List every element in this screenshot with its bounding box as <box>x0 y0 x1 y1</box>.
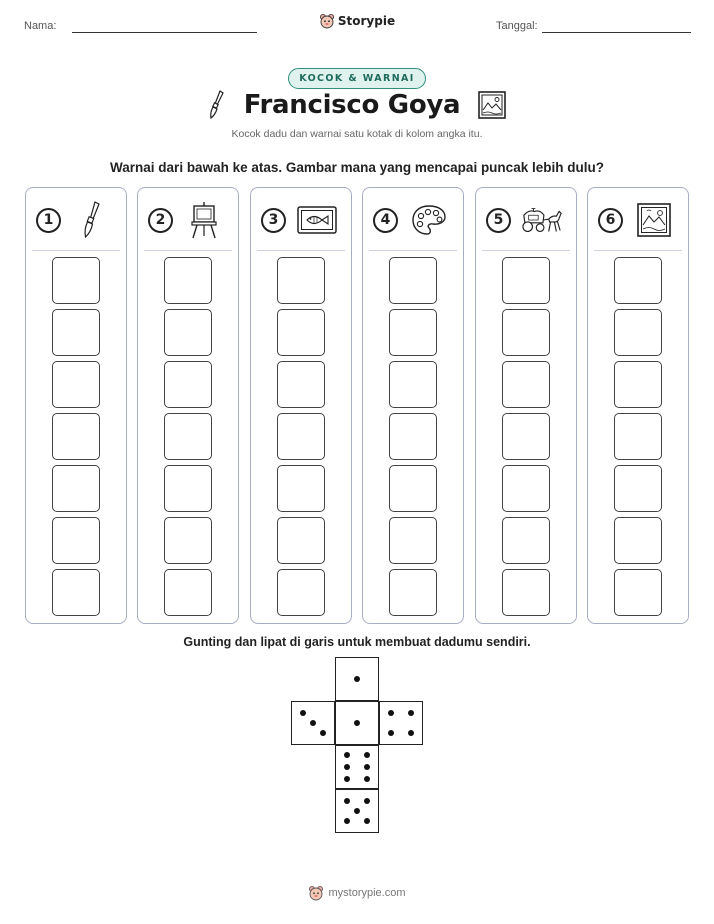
die-face-3 <box>291 701 335 745</box>
column-5 <box>475 187 577 624</box>
date-label: Tanggal: <box>496 20 538 32</box>
die-pip <box>344 764 350 770</box>
die-pip <box>364 818 370 824</box>
color-box[interactable] <box>277 309 325 356</box>
die-pip <box>408 730 414 736</box>
die-pip <box>300 710 306 716</box>
column-3 <box>250 187 352 624</box>
color-box[interactable] <box>164 517 212 564</box>
column-number: 3 <box>261 208 286 233</box>
die-pip <box>354 676 360 682</box>
color-box[interactable] <box>52 517 100 564</box>
name-label: Nama: <box>24 20 57 32</box>
color-box[interactable] <box>164 465 212 512</box>
color-box[interactable] <box>502 257 550 304</box>
die-pip <box>310 720 316 726</box>
die-pip <box>344 752 350 758</box>
column-number: 2 <box>148 208 173 233</box>
brand-name: Storypie <box>337 14 396 28</box>
palette-icon <box>411 204 447 236</box>
instruction-text: Warnai dari bawah ke atas. Gambar mana yang mencapai puncak lebih dulu? <box>110 160 604 175</box>
color-box[interactable] <box>164 569 212 616</box>
color-box[interactable] <box>502 569 550 616</box>
column-number: 5 <box>486 208 511 233</box>
die-pip <box>320 730 326 736</box>
color-box[interactable] <box>389 413 437 460</box>
color-box[interactable] <box>52 361 100 408</box>
subtitle: Kocok dadu dan warnai satu kotak di kolom angka itu. <box>231 128 483 140</box>
color-box[interactable] <box>52 465 100 512</box>
color-box[interactable] <box>614 517 662 564</box>
footer <box>0 885 714 905</box>
color-box[interactable] <box>164 257 212 304</box>
cut-instruction: Gunting dan lipat di garis untuk membuat dadumu sendiri. <box>183 635 531 649</box>
color-box[interactable] <box>614 465 662 512</box>
column-1 <box>25 187 127 624</box>
column-number: 6 <box>598 208 623 233</box>
color-box[interactable] <box>614 361 662 408</box>
brand-logo <box>0 13 714 33</box>
die-face-4 <box>379 701 423 745</box>
storypie-mascot-icon <box>308 885 324 901</box>
color-box[interactable] <box>164 309 212 356</box>
color-box[interactable] <box>389 517 437 564</box>
column-4 <box>362 187 464 624</box>
color-box[interactable] <box>164 413 212 460</box>
die-pip <box>354 720 360 726</box>
color-box[interactable] <box>614 413 662 460</box>
die-pip <box>344 776 350 782</box>
die-pip <box>354 808 360 814</box>
color-box[interactable] <box>277 517 325 564</box>
color-box[interactable] <box>52 569 100 616</box>
color-box[interactable] <box>52 413 100 460</box>
color-box[interactable] <box>52 309 100 356</box>
die-pip <box>408 710 414 716</box>
die-pip <box>364 798 370 804</box>
color-box[interactable] <box>389 309 437 356</box>
paintbrush-icon <box>82 201 102 239</box>
color-box[interactable] <box>389 465 437 512</box>
column-6 <box>587 187 689 624</box>
die-pip <box>364 776 370 782</box>
date-line[interactable] <box>542 32 691 33</box>
color-box[interactable] <box>52 257 100 304</box>
color-box[interactable] <box>389 361 437 408</box>
activity-badge: KOCOK & WARNAI <box>288 68 425 89</box>
horse-carriage-icon <box>521 205 563 235</box>
die-pip <box>344 798 350 804</box>
die-face-1 <box>335 701 379 745</box>
die-face-5 <box>335 789 379 833</box>
color-box[interactable] <box>277 413 325 460</box>
column-2 <box>137 187 239 624</box>
color-box[interactable] <box>164 361 212 408</box>
color-box[interactable] <box>614 309 662 356</box>
color-box[interactable] <box>277 361 325 408</box>
die-pip <box>344 818 350 824</box>
storypie-mascot-icon <box>319 13 335 29</box>
framed-landscape-icon <box>478 91 506 119</box>
die-pip <box>388 730 394 736</box>
die-pip <box>388 710 394 716</box>
color-box[interactable] <box>614 569 662 616</box>
color-box[interactable] <box>614 257 662 304</box>
color-box[interactable] <box>502 309 550 356</box>
color-columns <box>25 187 689 624</box>
framed-landscape-icon <box>637 203 671 237</box>
die-face-6 <box>335 745 379 789</box>
color-box[interactable] <box>389 257 437 304</box>
color-box[interactable] <box>502 465 550 512</box>
color-box[interactable] <box>277 569 325 616</box>
color-box[interactable] <box>277 465 325 512</box>
framed-fish-painting-icon <box>297 206 337 234</box>
footer-url[interactable]: mystorypie.com <box>328 887 406 899</box>
die-pip <box>364 764 370 770</box>
die-face-1 <box>335 657 379 701</box>
color-box[interactable] <box>502 413 550 460</box>
die-pip <box>364 752 370 758</box>
color-box[interactable] <box>277 257 325 304</box>
page-title: Francisco Goya <box>243 90 461 120</box>
color-box[interactable] <box>502 517 550 564</box>
paintbrush-icon <box>208 90 226 120</box>
easel-icon <box>189 201 219 239</box>
column-number: 4 <box>373 208 398 233</box>
color-box[interactable] <box>389 569 437 616</box>
column-number: 1 <box>36 208 61 233</box>
color-box[interactable] <box>502 361 550 408</box>
